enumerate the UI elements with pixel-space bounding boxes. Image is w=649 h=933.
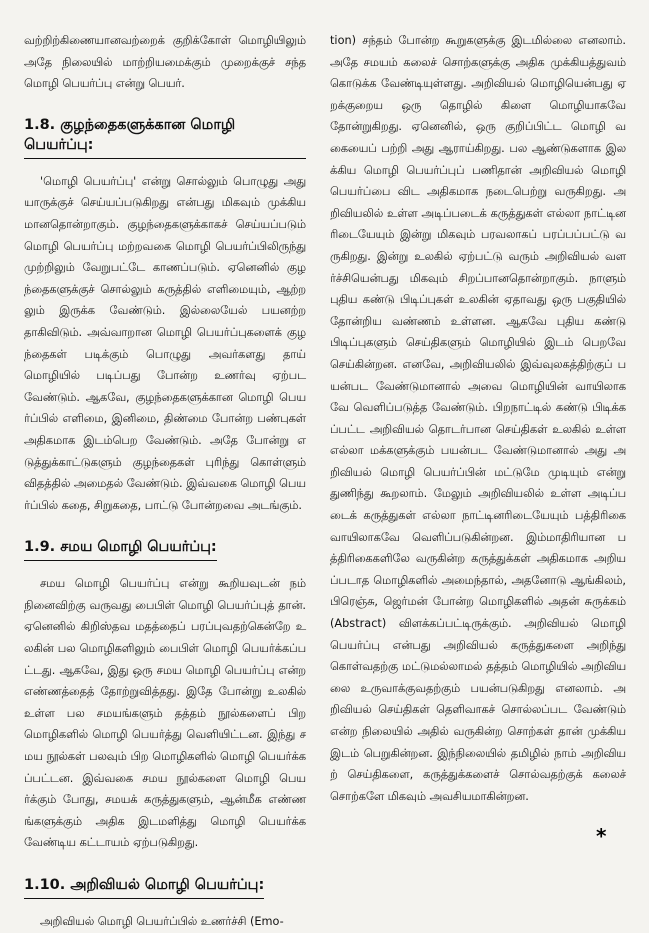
right-column: [330, 30, 626, 807]
intro-paragraph: வற்றிற்கிணையானவற்றைக் குறிக்கோள் மொழியிலும் அதே நிலையில் மாற்றியமைக்கும் முறைக்குச் சந்த மொழி பெயர்ப்பு என்று பெயர்.: [24, 34, 306, 91]
heading-1-9: 1.9. சமய மொழி பெயர்ப்பு:: [24, 537, 217, 561]
heading-1-8: 1.8. குழந்தைகளுக்கான மொழி பெயர்ப்பு:: [24, 115, 306, 159]
paragraph-1-9: சமய மொழி பெயர்ப்பு என்று கூறியவுடன் நம் நினைவிற்கு வருவது பைபிள் மொழி பெயர்ப்புத் தான். ஏனெனில் கிறிஸ்தவ மதத்தைப் பரப்புவதற்கென்றே உலகின் பல மொழிகளிலும் பைபிள் மொழி பெயர்க்கப்பட்டது. ஆகவே, இது ஒரு சமய மொழி பெயர்ப்பு என்ற எண்ணத்தைத் தோற்றுவித்தது. இதே போன்று உலகில் உள்ள பல சமயங்களும் தத்தம் நூல்களைப் பிற மொழிகளில் மொழி பெயர்த்து வெளியிட்டன. இந்து சமய நூல்கள் பலவும் பிற மொழிகளில் மொழி பெயர்க்கப்பட்டன. இவ்வகை சமய நூல்களை மொழி பெயர்க்கும் போது, சமயக் கருத்துகளும், ஆன்மீக எண்ணங்களுக்கும் அதிக இடமளித்து மொழி பெயர்க்க வேண்டிய கட்டாயம் ஏற்படுகிறது.: [24, 577, 306, 850]
heading-1-8-wrap: [24, 115, 306, 159]
heading-1-10-wrap: [24, 874, 306, 899]
heading-1-9-wrap: [24, 536, 306, 561]
paragraph-1-8: 'மொழி பெயர்ப்பு' என்று சொல்லும் பொழுது அது யாருக்குச் செய்யப்படுகிறது என்பது மிகவும் முக்கிய மானதொன்றாகும். குழந்தைகளுக்காகச் செய்யப்படும் மொழி பெயர்ப்பு மற்றவகை மொழி பெயர்ப்பிலிருந்து முற்றிலும் வேறுபட்டே காணப்படும். ஏனெனில் குழந்தைகளுக்குச் சொல்லும் கருத்தில் எளிமையும், ஆற்றலும் இருக்க வேண்டும். இல்லையேல் பயனற்றதாகிவிடும். அவ்வாறான மொழி பெயர்ப்புகளைக் குழந்தைகள் படிக்கும் பொழுது அவர்களது தாய் மொழியில் படிப்பது போன்ற உணர்வு ஏற்பட வேண்டும். ஆகவே, குழந்தைகளுக்கான மொழி பெயர்ப்பில் எளிமை, இனிமை, திண்மை போன்ற பண்புகள் அதிகமாக இடம்பெற வேண்டும். அதே போன்று எடுத்துக்காட்டுகளும் குழந்தைகள் புரிந்து கொள்ளும் விதத்தில் அமைதல் வேண்டும். இவ்வகை மொழி பெயர்ப்பில் கதை, சிறுகதை, பாட்டு போன்றவை அடங்கும்.: [24, 174, 306, 512]
footer-asterisk: *: [596, 824, 607, 848]
heading-1-10: 1.10. அறிவியல் மொழி பெயர்ப்பு:: [24, 875, 264, 899]
paragraph-right: tion) சந்தம் போன்ற கூறுகளுக்கு இடமில்லை எனலாம். அதே சமயம் கலைச் சொற்களுக்கு அதிக முக்கியத்துவம் கொடுக்க வேண்டியுள்ளது. அறிவியல் மொழியென்பது ஏறக்குறைய ஒரு தொழில் கிளை மொழியாகவே தோன்றுகிறது. ஏனெனில், ஒரு குறிப்பிட்ட மொழி வகையைப் பற்றி அது ஆராய்கிறது. பல ஆண்டுகளாக இலக்கிய மொழி பெயர்ப்புப் பணிதான் அறிவியல் மொழி பெயர்ப்பை விட அதிகமாக நடைபெற்று வருகிறது. அறிவியலில் உள்ள அடிப்படைக் கருத்துகள் எல்லா நாட்டினரிடையேயும் இன்று மிகவும் பரவலாகப் பரப்பப்பட்டு வருகிறது. இன்று உலகில் ஏற்பட்டு வரும் அறிவியல் வளர்ச்சியென்பது மிகவும் சிறப்பானதொன்றாகும். நாளும் புதிய கண்டு பிடிப்புகள் உலகின் ஏதாவது ஒரு பகுதியில் தோன்றிய வண்ணம் உள்ளன. ஆகவே புதிய கண்டு பிடிப்புகளும் செய்திகளும் மொழியில் இடம் பெறவே செய்கின்றன. எனவே, அறிவியலில் இவ்வுலகத்திற்குப் பயன்பட வேண்டுமானால் அவை மொழியின் வாயிலாகவே வெளிப்படுத்த வேண்டும். பிறநாட்டில் கண்டு பிடிக்கப்பட்ட அறிவியல் தொடர்பான செய்திகள் உலகில் உள்ள எல்லா மக்களுக்கும் பயன்பட வேண்டுமானால் அது அறிவியல் மொழி பெயர்ப்பின் மட்டுமே முடியும் என்று துணிந்து கூறலாம். மேலும் அறிவியலில் உள்ள அடிப்படைக் கருத்துகள் எல்லா நாட்டினரிடையேயும் பத்திரிகை வாயிலாகவே வெளிப்படுகின்றன. இம்மாதிரியான பத்திரிகைகளிலே வருகின்ற கருத்துக்கள் அதிகமாக அறியப்படாத மொழிகளில் அமைந்தால், அதனோடு ஆங்கிலம், பிரெஞ்சு, ஜெர்மன் போன்ற மொழிகளில் அதன் சுருக்கம் (Abstract) விளக்கப்பட்டிருக்கும். அறிவியல் மொழி பெயர்ப்பு என்பது அறிவியல் கருத்துகளை அறிந்து கொள்வதற்கு மட்டுமல்லாமல் தத்தம் மொழியில் அறிவியலை உருவாக்குவதற்கும் பயன்படுகிறது எனலாம். அறிவியல் செய்திகள் தெளிவாகச் சொல்லப்பட வேண்டும் என்ற நிலையில் அதில் வருகின்ற சொற்கள் தான் முக்கிய இடம் பெறுகின்றன. இந்நிலையில் தமிழில் நாம் அறிவியற் செய்திகளை, கருத்துக்களைச் சொல்வதற்குக் கலைச் சொற்களே மிகவும் அவசியமாகின்றன.: [330, 34, 626, 803]
paragraph-1-10: அறிவியல் மொழி பெயர்ப்பில் உணர்ச்சி (Emo-: [40, 915, 284, 928]
left-column: [24, 30, 306, 933]
